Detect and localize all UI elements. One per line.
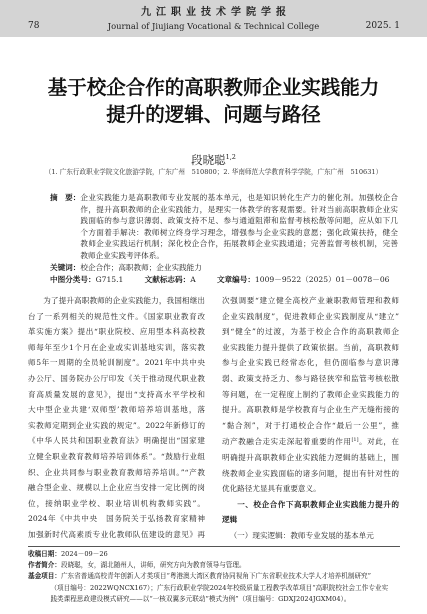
abstract-line: 企业实践能力是高职教师专业发展的基本单元，也是知识转化生产力的催化剂。加强校企合 bbox=[80, 193, 398, 202]
body-line: 织、企业共同参与职业教育教师培养培训。”“产教 bbox=[28, 467, 205, 477]
body-text-segment: 。对此，在 bbox=[358, 437, 399, 447]
body-line: 参与企业实践已经常态化，但仍面临参与意识薄 bbox=[222, 358, 399, 368]
author-line bbox=[0, 149, 427, 168]
footnote-funding bbox=[28, 571, 400, 582]
title-line: 基于校企合作的高职教师企业实践能力 bbox=[47, 76, 380, 99]
author-bio-text: 段晓聪，女，湖北随州人，讲师，研究方向为教育领导与管理。 bbox=[60, 561, 246, 570]
funding-label: 基金项目： bbox=[28, 572, 61, 581]
subsection-heading: （一）现实逻辑：教师专业发展的基本单元 bbox=[229, 530, 374, 540]
author-bio-label: 作者简介： bbox=[28, 561, 61, 570]
article-title bbox=[0, 74, 427, 128]
issue-number: 2025. 1 bbox=[365, 21, 400, 31]
body-line: 育高质量发展的意见》，提出“支持高水平学校和 bbox=[28, 389, 205, 399]
author-affiliation-marks: 1,2 bbox=[225, 153, 236, 161]
received-label: 收稿日期： bbox=[28, 550, 61, 558]
clc-label: 中图分类号： bbox=[50, 275, 96, 284]
title-line: 提升的逻辑、问题与路径 bbox=[106, 103, 321, 126]
body-line: 提升。高职教师是学校教育与企业生产无缝衔接的 bbox=[222, 405, 399, 415]
abstract bbox=[50, 192, 398, 262]
body-line: 到“健全”的过渡，为基于校企合作的高职教师企 bbox=[222, 327, 399, 337]
footnote-funding-continuation: 践类课程思政建设模式研究——以“一核双翼多元联动”模式为例”（项目编号：GDXJ2024JGXM04）。 bbox=[50, 594, 351, 603]
body-line: 企业实践制度”，促进教师企业实践制度从“建立” bbox=[222, 311, 399, 321]
body-line bbox=[222, 433, 399, 450]
body-line: 《中华人民共和国职业教育法》明确提出“国家建 bbox=[28, 436, 205, 446]
body-line: 弱、政策支持乏力、参与路径狭窄和监管考核松散 bbox=[222, 373, 399, 383]
keywords-label: 关键词： bbox=[50, 263, 81, 272]
abstract-line: 个方面着手解决：教师树立终身学习理念，增强参与企业实践的意愿；强化政策扶持，健全 bbox=[80, 227, 398, 237]
body-line: 融合型企业、规模以上企业应当安排一定比例的岗 bbox=[28, 483, 205, 493]
body-line: 明确提升高职教师企业实践能力逻辑的基础上，围 bbox=[222, 452, 399, 462]
body-line: 绕教师企业实践面临的诸多问题，提出有针对性的 bbox=[222, 468, 399, 478]
doc-code-value: A bbox=[190, 275, 196, 284]
page-number: 78 bbox=[28, 21, 40, 31]
body-line: 2024年《中共中央 国务院关于弘扬教育家精神 bbox=[28, 514, 205, 524]
body-line: 业实践能力提升提供了政策依据。当前，高职教师 bbox=[222, 342, 399, 352]
abstract-line: 教师企业实践考评体系。 bbox=[80, 250, 164, 260]
body-line: 办公厅、国务院办公厅印发《关于推动现代职业教 bbox=[28, 373, 205, 383]
footnotes bbox=[28, 549, 400, 605]
abstract-label: 摘 要： bbox=[50, 193, 81, 202]
clc-value: G715.1 bbox=[95, 275, 124, 284]
abstract-line: 作，提升高职教师的企业实践能力，是理实一体教学的客观需要。针对当前高职教师企业实 bbox=[80, 204, 398, 214]
section-heading-line: 逻辑 bbox=[222, 515, 238, 525]
footnote-received bbox=[28, 549, 400, 560]
section-heading-line: 一、校企合作下高职教师企业实践能力提升的 bbox=[237, 499, 399, 509]
keywords-text: 校企合作；高职教师；企业实践能力 bbox=[80, 263, 202, 272]
body-line: 实教师定期到企业实践的规定”。2022年新修订的 bbox=[28, 420, 205, 430]
footnote-author-bio bbox=[28, 560, 400, 571]
keywords bbox=[50, 262, 398, 274]
body-line: 加强新时代高素质专业化教师队伍建设的意见》再 bbox=[28, 529, 205, 539]
body-column-right bbox=[222, 293, 399, 544]
body-text-segment: 动产教融合走实走深起着重要的作用 bbox=[222, 437, 352, 447]
body-line: 革实施方案》提出“职业院校、应用型本科高校教 bbox=[28, 327, 205, 337]
body-line: 立健全职业教育教师培养培训体系”。“鼓励行业组 bbox=[28, 451, 205, 461]
classification-line bbox=[50, 274, 398, 286]
body-line: 次强调要“建立健全高校产业兼职教师管理和教师 bbox=[222, 296, 399, 305]
citation-mark: [1] bbox=[351, 437, 359, 444]
doc-code-label: 文献标志码： bbox=[144, 275, 191, 284]
article-no-label: 文章编号： bbox=[216, 275, 255, 284]
received-date: 2024－09－26 bbox=[60, 550, 108, 558]
body-line: 师每年至少1个月在企业或实训基地实训，落实教 bbox=[28, 342, 205, 352]
body-line: 师5年一周期的全员轮训制度”。2021年中共中央 bbox=[28, 358, 205, 368]
abstract-line: 践面临的参与意识薄弱、政策支持不足、参与通道阻滞和监督考核松散等问题，应从如下几 bbox=[80, 216, 398, 226]
article-no-value: 1009－9522（2025）01－0078－06 bbox=[254, 275, 390, 284]
body-line: 位，接纳职业学校、职业培训机构教师实践”。 bbox=[28, 498, 205, 508]
body-line: 等问题，在一定程度上制约了教师企业实践能力的 bbox=[222, 389, 399, 399]
journal-name-en: Journal of Jiujiang Vocational & Technical College bbox=[107, 21, 320, 31]
body-line: 优化路径尤显具有重要意义。 bbox=[222, 484, 321, 494]
abstract-text bbox=[80, 192, 398, 262]
body-column-left bbox=[28, 293, 205, 543]
abstract-line: 教师企业实践运行机制；深化校企合作，拓展教师企业实践通道；完善监督考核机制，完善 bbox=[80, 239, 398, 249]
body-line: 台了一系列相关的规范性文件。《国家职业教育改 bbox=[28, 311, 205, 321]
journal-name-cn: 九江职业技术学院学报 bbox=[141, 7, 291, 18]
body-line: “黏合剂”，对于打通校企合作“最后一公里”，推 bbox=[222, 420, 399, 430]
funding-text: 广东省普通高校青年创新人才类项目“粤港澳大湾区教育协同视角下广东省职业技术大学人才培养机制研究” bbox=[60, 572, 372, 581]
affiliation: （1. 广东行政职业学院文化旅游学院，广东广州 510800；2. 华南师范大学教育科学学院，广东广州 510631） bbox=[44, 168, 383, 176]
body-line: 为了提升高职教师的企业实践能力，我国相继出 bbox=[43, 296, 205, 305]
body-line: 大中型企业共建‘双师型’教师培养培训基地，落 bbox=[28, 405, 205, 415]
footnote-rule bbox=[28, 546, 400, 547]
author-name: 段晓聪 bbox=[191, 153, 226, 167]
footnote-funding-continuation: （项目编号：2022WQNCX167）；广东行政职业学院2024年校级质量工程教学改革项目“高职院校社会工作专业实 bbox=[50, 583, 389, 592]
